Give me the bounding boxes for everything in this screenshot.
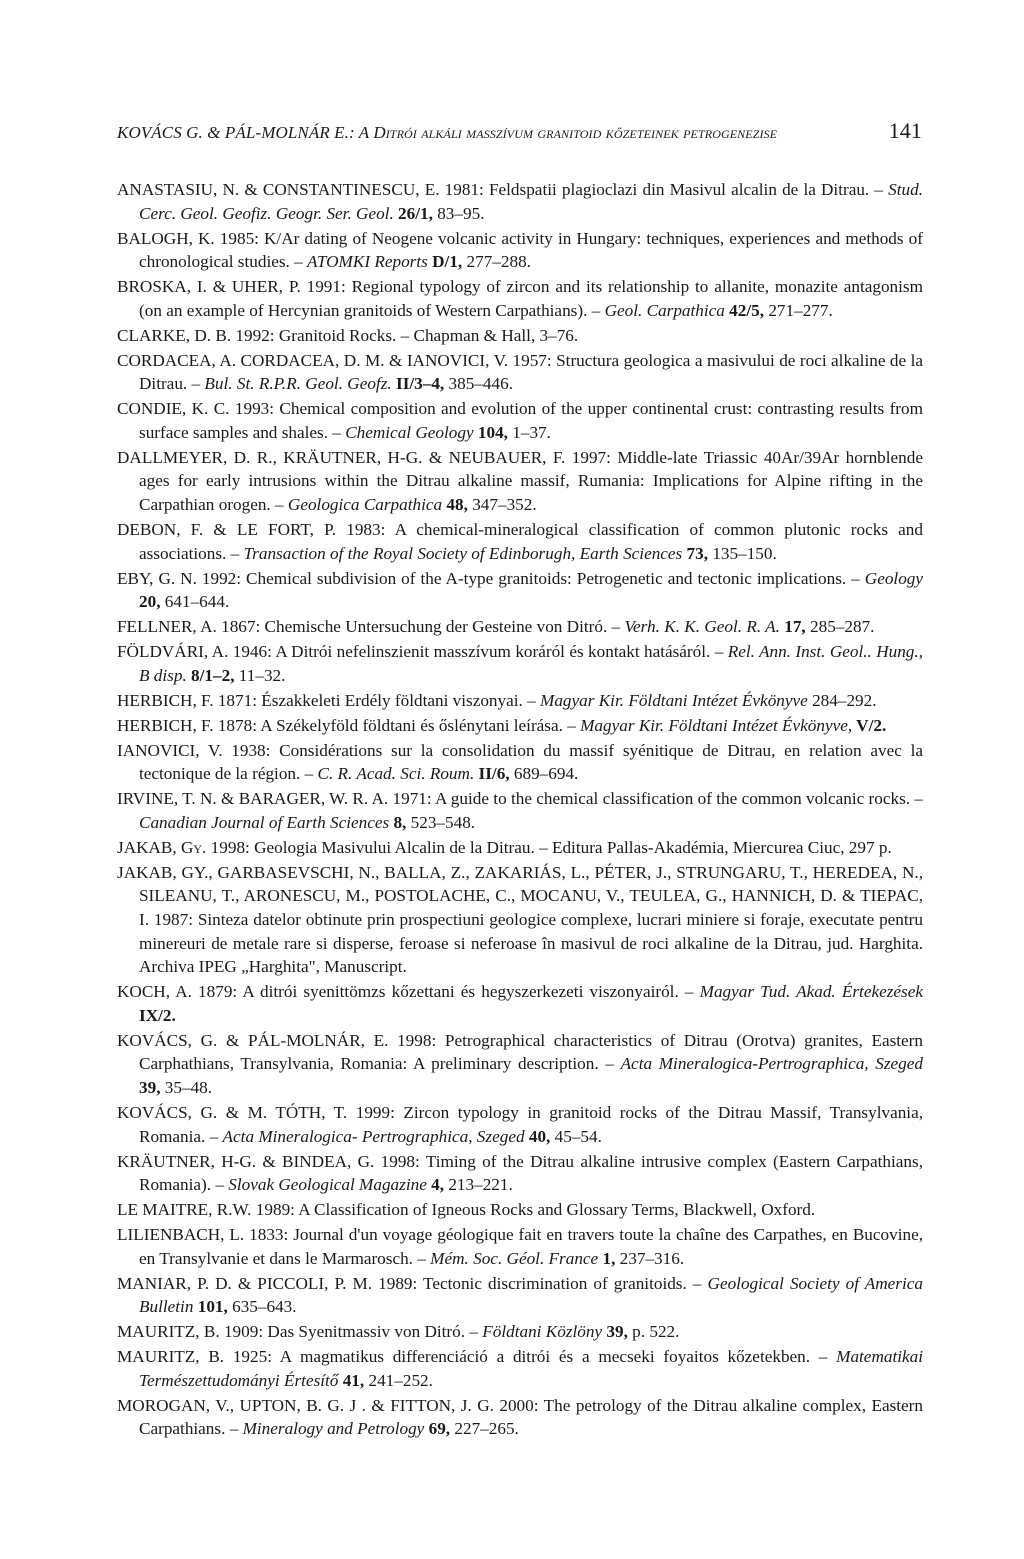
reference-entry xyxy=(117,861,923,979)
reference-pages: 83–95. xyxy=(432,203,485,223)
reference-source: Geology xyxy=(864,568,924,588)
reference-text: 1993: Chemical composition and evolution of the upper continental crust: contrasting results from surface samples and shales. – xyxy=(139,399,923,442)
reference-entry xyxy=(117,446,923,517)
reference-volume: 101, xyxy=(193,1297,228,1317)
reference-source: Geologica Carpathica xyxy=(287,495,443,515)
reference-source: Acta Mineralogica- Pertrographica, Szeged xyxy=(222,1126,525,1146)
reference-entry xyxy=(117,1320,923,1344)
reference-author: JAKAB, GY., GARBASEVSCHI, N., BALLA, Z., ZAKARIÁS, L., PÉTER, J., STRUNGARU, T., HEREDEA, N., SILEANU, T., ARONESCU, M., POSTOLACHE, C., MOCANU, V., TEULEA, G., HANNICH, D. & TIEPAC, I. xyxy=(117,862,923,930)
reference-source: Mineralogy and Petrology xyxy=(242,1419,425,1439)
reference-text: 1985: K/Ar dating of Neogene volcanic activity in Hungary: techniques, experiences and methods of chronological studies. – xyxy=(139,228,923,272)
reference-author: LE MAITRE, R.W. xyxy=(117,1200,252,1220)
reference-volume: 73, xyxy=(682,543,709,563)
reference-pages: 237–316. xyxy=(615,1248,685,1268)
reference-text: 1938: Considérations sur la consolidation du massif syénitique de Ditrau, en relation avec la tectonique de la région. – xyxy=(139,740,923,784)
reference-text: 1987: Sinteza datelor obtinute prin prospectiuni geologice complexe, lucrari miniere si foraje, executate pentru minereuri de metale rare si disperse, feroase si neferoase în masivul de roci alkaline de la Ditrau, jud. Harghita. Archiva IPEG „Harghita", Manuscript. xyxy=(139,910,923,977)
reference-entry xyxy=(117,349,923,396)
reference-source: Transaction of the Royal Society of Edinborugh, Earth Sciences xyxy=(243,543,683,563)
reference-text: 1998: Timing of the Ditrau alkaline intrusive complex (Eastern Carpathians, Romania). – xyxy=(139,1151,923,1195)
reference-author: MOROGAN, V., UPTON, B. G. J . & FITTON, J. G. xyxy=(117,1395,494,1415)
reference-pages: 641–644. xyxy=(160,592,230,612)
reference-text: 1999: Zircon typology in granitoid rocks of the Ditrau Massif, Transylvania, Romania. – xyxy=(139,1102,923,1146)
reference-entry xyxy=(117,980,923,1027)
reference-text: 1867: Chemische Untersuchung der Gesteine von Ditró. – xyxy=(216,617,625,637)
running-head-title: KOVÁCS G. & PÁL-MOLNÁR E.: A Ditrói alkáli masszívum granitoid kőzeteinek petrogenezise xyxy=(117,123,778,142)
reference-source: Matematikai Természettudományi Értesítő xyxy=(139,1347,923,1390)
reference-text: 1879: A ditrói syenittömzs kőzettani és hegyszerkezeti viszonyairól. – xyxy=(191,982,700,1002)
reference-entry xyxy=(117,739,923,786)
reference-entry xyxy=(117,1272,923,1319)
reference-author: IRVINE, T. N. & BARAGER, W. R. A. xyxy=(117,789,389,809)
reference-source: Acta Mineralogica-Pertrographica, Szeged xyxy=(620,1054,923,1074)
reference-text: 1989: Tectonic discrimination of granitoids. – xyxy=(372,1273,708,1293)
reference-volume: 26/1, xyxy=(393,203,433,223)
reference-pages: 271–277. xyxy=(764,300,833,320)
reference-pages: 241–252. xyxy=(364,1370,433,1390)
reference-author: HERBICH, F. xyxy=(117,715,214,735)
reference-volume: 69, xyxy=(424,1419,451,1439)
reference-volume: IX/2. xyxy=(139,1005,176,1025)
reference-pages: 213–221. xyxy=(444,1175,513,1195)
reference-text: 1909: Das Syenitmassiv von Ditró. – xyxy=(219,1322,483,1342)
reference-author: ANASTASIU, N. & CONSTANTINESCU, E. xyxy=(117,180,440,199)
reference-volume: 104, xyxy=(473,422,508,442)
reference-volume: D/1, xyxy=(427,252,463,272)
reference-author: MAURITZ, B. xyxy=(117,1347,225,1367)
reference-source: Rel. Ann. Inst. Geol.. Hung., B disp. xyxy=(139,642,923,685)
reference-entry xyxy=(117,1345,923,1392)
reference-volume: 17, xyxy=(779,617,806,637)
reference-text: 1991: Regional typology of zircon and its relationship to allanite, monazite antagonism (on an example of Hercynian granitoids of Western Carpathians). – xyxy=(139,277,923,320)
reference-volume: V/2. xyxy=(852,715,887,735)
reference-entry xyxy=(117,1101,923,1148)
reference-text: 1946: A Ditrói nefelinszienit masszívum koráról és kontakt hatásáról. – xyxy=(228,642,728,662)
running-head xyxy=(117,118,922,144)
reference-entry xyxy=(117,518,923,565)
reference-pages: 45–54. xyxy=(550,1126,602,1146)
reference-text: 1925: A magmatikus differenciáció a ditrói és a mecseki foyaitos kőzetekben. – xyxy=(224,1347,837,1367)
reference-source: Canadian Journal of Earth Sciences xyxy=(139,812,390,832)
reference-author: KOVÁCS, G. & PÁL-MOLNÁR, E. xyxy=(117,1030,389,1050)
reference-entry xyxy=(117,227,923,274)
reference-pages: 1–37. xyxy=(507,422,551,442)
reference-text: 1989: A Classification of Igneous Rocks and Glossary Terms, Blackwell, Oxford. xyxy=(251,1200,816,1220)
reference-author: MAURITZ, B. xyxy=(117,1322,220,1342)
reference-volume: II/3–4, xyxy=(391,374,445,394)
reference-pages: 35–48. xyxy=(160,1078,213,1097)
reference-text: 1971: A guide to the chemical classification of the common volcanic rocks. – xyxy=(388,789,923,809)
reference-volume: 40, xyxy=(524,1126,551,1146)
reference-pages: 135–150. xyxy=(708,543,777,563)
reference-author: LILIENBACH, L. xyxy=(117,1225,245,1245)
reference-entry xyxy=(117,1150,923,1197)
reference-volume: 39, xyxy=(602,1322,628,1342)
reference-text: 1998: Petrographical characteristics of Ditrau (Orotva) granites, Eastern Carphathians, Transylvania, Romania: A preliminary description. – xyxy=(139,1030,923,1074)
reference-volume: II/6, xyxy=(474,764,510,784)
reference-entry xyxy=(117,714,923,738)
reference-pages: 689–694. xyxy=(509,764,579,784)
reference-source: Geol. Carpathica xyxy=(604,300,725,320)
reference-entry xyxy=(117,178,923,225)
reference-volume: 41, xyxy=(338,1370,365,1390)
reference-author: DALLMEYER, D. R., KRÄUTNER, H-G. & NEUBAUER, F. xyxy=(117,447,566,467)
reference-volume: 8/1–2, xyxy=(186,665,235,685)
reference-source: Verh. K. K. Geol. R. A. xyxy=(624,617,780,637)
reference-text: 1992: Chemical subdivision of the A-type granitoids: Petrogenetic and tectonic implications. – xyxy=(196,568,865,588)
reference-pages: 284–292. xyxy=(807,690,877,710)
reference-author: KRÄUTNER, H-G. & BINDEA, G. xyxy=(117,1151,375,1171)
reference-text: 1997: Middle-late Triassic 40Ar/39Ar hornblende ages for early intrusions within the Ditrau alkaline massif, Rumania: Implications for Alpine rifting in the Carpathian orogen. – xyxy=(139,447,923,515)
reference-volume: 1, xyxy=(598,1248,616,1268)
reference-text: 1998: Geologia Masivului Alcalin de la Ditrau. – Editura Pallas-Akadémia, Miercurea Ciuc, 297 p. xyxy=(206,837,892,857)
reference-text: 1981: Feldspatii plagioclazi din Masivul alcalin de la Ditrau. – xyxy=(439,180,889,199)
reference-author: KOCH, A. xyxy=(117,982,192,1002)
reference-entry xyxy=(117,836,923,860)
reference-pages: 347–352. xyxy=(467,495,537,515)
reference-entry xyxy=(117,324,923,348)
reference-author: CORDACEA, A. CORDACEA, D. M. & IANOVICI, V. xyxy=(117,350,509,370)
reference-source: Stud. Cerc. Geol. Geofiz. Geogr. Ser. Geol. xyxy=(139,180,923,223)
reference-text: 2000: The petrology of the Ditrau alkaline complex, Eastern Carpathians. – xyxy=(139,1395,923,1439)
reference-author: FELLNER, A. xyxy=(117,617,217,637)
reference-source: Chemical Geology xyxy=(345,422,474,442)
reference-author: KOVÁCS, G. & M. TÓTH, T. xyxy=(117,1102,348,1122)
reference-entry xyxy=(117,615,923,639)
reference-source: Mém. Soc. Géol. France xyxy=(430,1248,599,1268)
reference-pages: p. 522. xyxy=(627,1322,680,1342)
reference-pages: 11–32. xyxy=(234,665,286,685)
reference-source: C. R. Acad. Sci. Roum. xyxy=(317,764,475,784)
reference-volume: 42/5, xyxy=(724,300,765,320)
reference-entry xyxy=(117,1029,923,1100)
reference-text: 1992: Granitoid Rocks. – Chapman & Hall, 3–76. xyxy=(231,325,579,345)
reference-volume: 4, xyxy=(426,1175,445,1195)
reference-source: Magyar Tud. Akad. Értekezések xyxy=(699,982,923,1002)
reference-entry xyxy=(117,567,923,614)
reference-entry xyxy=(117,1223,923,1270)
reference-author: MANIAR, P. D. & PICCOLI, P. M. xyxy=(117,1273,373,1293)
reference-source: Slovak Geological Magazine xyxy=(228,1175,427,1195)
reference-author: JAKAB, Gy. xyxy=(117,837,207,857)
reference-author: BROSKA, I. & UHER, P. xyxy=(117,277,301,297)
reference-source: Bul. St. R.P.R. Geol. Geofz. xyxy=(204,374,392,394)
reference-pages: 227–265. xyxy=(450,1419,519,1439)
reference-entry xyxy=(117,640,923,687)
reference-volume: 48, xyxy=(442,495,468,515)
reference-author: IANOVICI, V. xyxy=(117,740,223,760)
reference-pages: 523–548. xyxy=(406,812,476,832)
reference-volume: 8, xyxy=(389,812,407,832)
reference-author: CONDIE, K. C. xyxy=(117,399,230,419)
reference-author: DEBON, F. & LE FORT, P. xyxy=(117,520,337,540)
reference-list xyxy=(117,178,923,1442)
reference-entry xyxy=(117,1198,923,1222)
reference-author: CLARKE, D. B. xyxy=(117,325,232,345)
reference-volume: 39, xyxy=(139,1078,161,1097)
reference-author: EBY, G. N. xyxy=(117,568,197,588)
reference-author: HERBICH, F. xyxy=(117,690,214,710)
reference-text: 1833: Journal d'un voyage géologique fait en travers toute la chaîne des Carpathes, en Bucovine, en Transylvanie et dans le Marmarosch. – xyxy=(139,1225,923,1268)
reference-pages: 385–446. xyxy=(444,374,513,394)
page-number: 141 xyxy=(888,118,922,143)
reference-author: BALOGH, K. xyxy=(117,228,215,248)
reference-source: Földtani Közlöny xyxy=(482,1322,603,1342)
reference-entry xyxy=(117,689,923,713)
reference-source: Magyar Kir. Földtani Intézet Évkönyve xyxy=(540,690,808,710)
reference-source: Magyar Kir. Földtani Intézet Évkönyve, xyxy=(580,715,853,735)
reference-pages: 635–643. xyxy=(227,1297,297,1317)
reference-source: ATOMKI Reports xyxy=(307,252,428,272)
reference-entry xyxy=(117,787,923,834)
reference-volume: 20, xyxy=(139,592,161,612)
reference-entry xyxy=(117,275,923,322)
reference-text: 1871: Északkeleti Erdély földtani viszonyai. – xyxy=(213,690,540,710)
reference-text: 1957: Structura geologica a masivului de roci alkaline de la Ditrau. – xyxy=(139,350,923,394)
reference-text: 1983: A chemical-mineralogical classification of common plutonic rocks and associations. – xyxy=(139,520,923,563)
reference-pages: 277–288. xyxy=(462,252,531,272)
reference-text: 1878: A Székelyföld földtani és őslénytani leírása. – xyxy=(213,715,581,735)
reference-entry xyxy=(117,397,923,444)
reference-pages: 285–287. xyxy=(805,617,875,637)
reference-entry xyxy=(117,1394,923,1441)
reference-author: FÖLDVÁRI, A. xyxy=(117,642,229,662)
reference-source: Geological Society of America Bulletin xyxy=(139,1273,923,1317)
